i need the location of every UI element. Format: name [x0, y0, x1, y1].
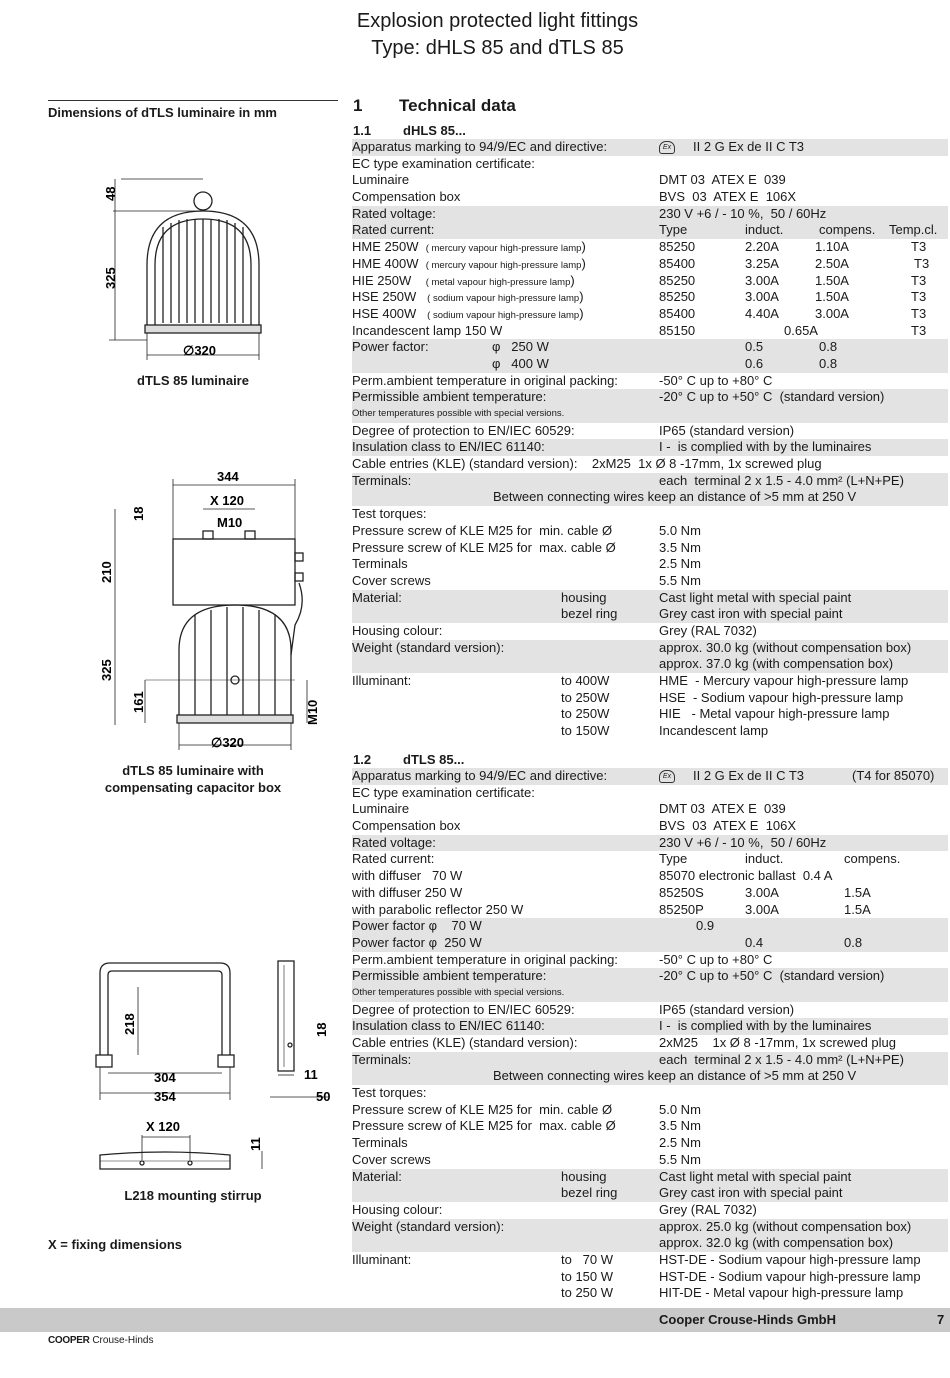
table-row: Terminals 2.5 Nm	[352, 1135, 701, 1151]
logo-text: Crouse-Hinds	[89, 1335, 154, 1346]
dim-dia-320: ∅320	[211, 735, 245, 750]
page-number: 7	[937, 1312, 945, 1327]
caption-dtls-with-box	[48, 762, 338, 796]
dim-m10: M10	[217, 515, 243, 530]
table-row: to 250W HIE - Metal vapour high-pressure lamp	[561, 706, 890, 722]
subsection-number: 1.2	[353, 752, 372, 767]
dimensions-heading: Dimensions of dTLS luminaire in mm	[48, 100, 338, 120]
caption-mounting-stirrup: L218 mounting stirrup	[124, 1188, 262, 1203]
section-number: 1	[353, 96, 363, 115]
table-row: Permissible ambient temperature: -20° C up to +50° C (standard version)	[352, 968, 948, 985]
subsection-number: 1.1	[353, 123, 372, 138]
table-row: Rated current: Type induct. compens.	[352, 851, 901, 867]
caption-line-2: compensating capacitor box	[104, 780, 282, 795]
table-row: Cable entries (KLE) (standard version): 2xM25 1x Ø 8 -17mm, 1x screwed plug	[352, 1035, 896, 1050]
table-row: Cable entries (KLE) (standard version): 2xM25 1x Ø 8 -17mm, 1x screwed plug	[352, 456, 822, 472]
table-row: to 250 W HIT-DE - Metal vapour high-pressure lamp	[561, 1285, 904, 1301]
table-row: Cover screws 5.5 Nm	[352, 572, 701, 588]
table-row: HSE 400W ( sodium vapour high-pressure lamp) 85400 4.40A 3.00A T3	[352, 305, 927, 321]
table-row: Permissible ambient temperature: -20° C up to +50° C (standard version)	[352, 389, 948, 406]
section-heading	[353, 96, 516, 116]
dim-18: 18	[131, 506, 146, 521]
table-row: φ 400 W 0.6 0.8	[352, 356, 948, 373]
table-row: Weight (standard version): approx. 25.0 kg (without compensation box)	[352, 1219, 948, 1236]
subsection-title: dTLS 85...	[403, 752, 465, 767]
dim-210: 210	[99, 561, 114, 583]
subsection-title: dHLS 85...	[403, 123, 466, 138]
subsection-heading-1-2	[353, 752, 464, 767]
figure-dtls-with-box	[95, 465, 325, 755]
table-row: Between connecting wires keep an distance of >5 mm at 250 V	[352, 489, 948, 506]
subsection-heading-1-1	[353, 123, 466, 138]
dim-dia-320: ∅320	[183, 343, 217, 358]
dim-325: 325	[99, 659, 114, 681]
dhls-data-table	[352, 139, 948, 740]
table-row: Cover screws 5.5 Nm	[352, 1151, 701, 1167]
table-row: Pressure screw of KLE M25 for max. cable Ø 3.5 Nm	[352, 1118, 701, 1134]
table-row: HME 400W ( mercury vapour high-pressure lamp) 85400 3.25A 2.50A T3	[352, 255, 930, 271]
table-row: approx. 37.0 kg (with compensation box)	[352, 656, 948, 673]
table-row: to 150W Incandescent lamp	[561, 723, 769, 739]
page-title	[0, 8, 950, 62]
table-row: Insulation class to EN/IEC 61140: I - is complied with by the luminaires	[352, 1018, 948, 1035]
table-row: HIE 250W ( metal vapour high-pressure lamp) 85250 3.00A 1.50A T3	[352, 272, 927, 288]
dim-x120: X 120	[146, 1119, 180, 1134]
table-row: HSE 250W ( sodium vapour high-pressure lamp) 85250 3.00A 1.50A T3	[352, 289, 927, 305]
table-row: Pressure screw of KLE M25 for min. cable Ø 5.0 Nm	[352, 522, 701, 538]
table-row: Power factor φ 70 W 0.9	[352, 918, 948, 935]
table-row: bezel ring Grey cast iron with special paint	[352, 1185, 948, 1202]
table-row: Pressure screw of KLE M25 for max. cable Ø 3.5 Nm	[352, 539, 701, 555]
table-row: Apparatus marking to 94/9/EC and directive: Ex II 2 G Ex de II C T3 (T4 for 85070)	[352, 768, 948, 785]
dim-325: 325	[103, 267, 118, 289]
title-line-1: Explosion protected light fittings	[356, 10, 639, 32]
footer-company: Cooper Crouse-Hinds GmbH	[659, 1312, 836, 1327]
table-row: Pressure screw of KLE M25 for min. cable Ø 5.0 Nm	[352, 1101, 701, 1117]
table-row: Other temperatures possible with special versions.	[352, 985, 948, 1002]
dim-11-bottom: 11	[248, 1137, 263, 1151]
table-row: Material: housing Cast light metal with special paint	[352, 590, 948, 607]
caption-line-1: dTLS 85 luminaire with	[122, 763, 264, 778]
table-row: Weight (standard version): approx. 30.0 kg (without compensation box)	[352, 640, 948, 657]
table-row: Rated current: Type induct. compens. Temp.cl.	[352, 222, 948, 239]
fixing-note: X = fixing dimensions	[48, 1237, 182, 1252]
table-row: Degree of protection to EN/IEC 60529: IP65 (standard version)	[352, 1001, 795, 1017]
table-row: Between connecting wires keep an distance of >5 mm at 250 V	[352, 1068, 948, 1085]
figure-mounting-stirrup	[90, 955, 340, 1185]
table-row: Apparatus marking to 94/9/EC and directive: Ex II 2 G Ex de II C T3	[352, 139, 948, 156]
table-row: Rated voltage: 230 V +6 / - 10 %, 50 / 60Hz	[352, 835, 948, 852]
table-row: Test torques:	[352, 506, 427, 522]
figure-dtls-luminaire	[95, 165, 285, 365]
table-row: to 150 W HST-DE - Sodium vapour high-pressure lamp	[561, 1268, 921, 1284]
table-row: Housing colour: Grey (RAL 7032)	[352, 1201, 757, 1217]
dim-161: 161	[131, 691, 146, 713]
ex-mark-icon: Ex	[659, 141, 675, 154]
table-row: Insulation class to EN/IEC 61140: I - is complied with by the luminaires	[352, 439, 948, 456]
table-row: Compensation box BVS 03 ATEX E 106X	[352, 818, 797, 834]
table-row: Illuminant: to 400W HME - Mercury vapour high-pressure lamp	[352, 673, 909, 688]
dim-344: 344	[217, 469, 239, 484]
dim-x120: X 120	[210, 493, 244, 508]
dim-218: 218	[122, 1013, 137, 1035]
table-row: EC type examination certificate:	[352, 155, 535, 171]
caption-dtls: dTLS 85 luminaire	[137, 373, 249, 388]
table-row: Power factor φ 250 W 0.4 0.8	[352, 935, 948, 952]
table-row: EC type examination certificate:	[352, 784, 535, 800]
dim-304: 304	[154, 1070, 176, 1085]
dim-50: 50	[316, 1089, 331, 1104]
section-title: Technical data	[399, 96, 516, 115]
table-row: Other temperatures possible with special versions.	[352, 406, 948, 423]
table-row: Rated voltage: 230 V +6 / - 10 %, 50 / 60Hz	[352, 206, 948, 223]
table-row: Luminaire DMT 03 ATEX E 039	[352, 801, 786, 817]
table-row: HME 250W ( mercury vapour high-pressure lamp) 85250 2.20A 1.10A T3	[352, 239, 927, 255]
logo-mark: COOPER	[48, 1335, 90, 1346]
dim-11: 11	[304, 1067, 318, 1082]
table-row: Power factor: φ 250 W 0.5 0.8	[352, 339, 948, 356]
table-row: bezel ring Grey cast iron with special paint	[352, 606, 948, 623]
table-row: Luminaire DMT 03 ATEX E 039	[352, 172, 786, 188]
table-row: Terminals: each terminal 2 x 1.5 - 4.0 mm² (L+N+PE)	[352, 473, 948, 490]
company-logo	[48, 1335, 153, 1346]
table-row: Housing colour: Grey (RAL 7032)	[352, 622, 757, 638]
table-row: Illuminant: to 70 W HST-DE - Sodium vapour high-pressure lamp	[352, 1251, 921, 1267]
table-row: Test torques:	[352, 1085, 427, 1101]
table-row: Perm.ambient temperature in original packing: -50° C up to +80° C	[352, 372, 773, 388]
dim-m10-vertical: M10	[305, 699, 320, 725]
table-row: to 250W HSE - Sodium vapour high-pressure lamp	[561, 689, 904, 705]
table-row: approx. 32.0 kg (with compensation box)	[352, 1235, 948, 1252]
ex-mark-icon: Ex	[659, 770, 675, 783]
table-row: Incandescent lamp 150 W 85150 0.65A T3	[352, 322, 927, 338]
table-row: Terminals: each terminal 2 x 1.5 - 4.0 mm² (L+N+PE)	[352, 1052, 948, 1069]
table-row: Terminals 2.5 Nm	[352, 556, 701, 572]
table-row: with diffuser 70 W 85070 electronic ballast 0.4 A	[352, 868, 833, 884]
table-row: Compensation box BVS 03 ATEX E 106X	[352, 189, 797, 205]
table-row: Perm.ambient temperature in original packing: -50° C up to +80° C	[352, 951, 773, 967]
dim-354: 354	[154, 1089, 176, 1104]
dim-18: 18	[314, 1022, 329, 1037]
dim-48: 48	[103, 186, 118, 201]
title-line-2: Type: dHLS 85 and dTLS 85	[371, 37, 624, 59]
table-row: with parabolic reflector 250 W 85250P 3.00A 1.5A	[352, 901, 871, 917]
table-row: Degree of protection to EN/IEC 60529: IP65 (standard version)	[352, 422, 795, 438]
table-row: Material: housing Cast light metal with special paint	[352, 1169, 948, 1186]
table-row: with diffuser 250 W 85250S 3.00A 1.5A	[352, 884, 871, 900]
dtls-data-table	[352, 768, 948, 1302]
